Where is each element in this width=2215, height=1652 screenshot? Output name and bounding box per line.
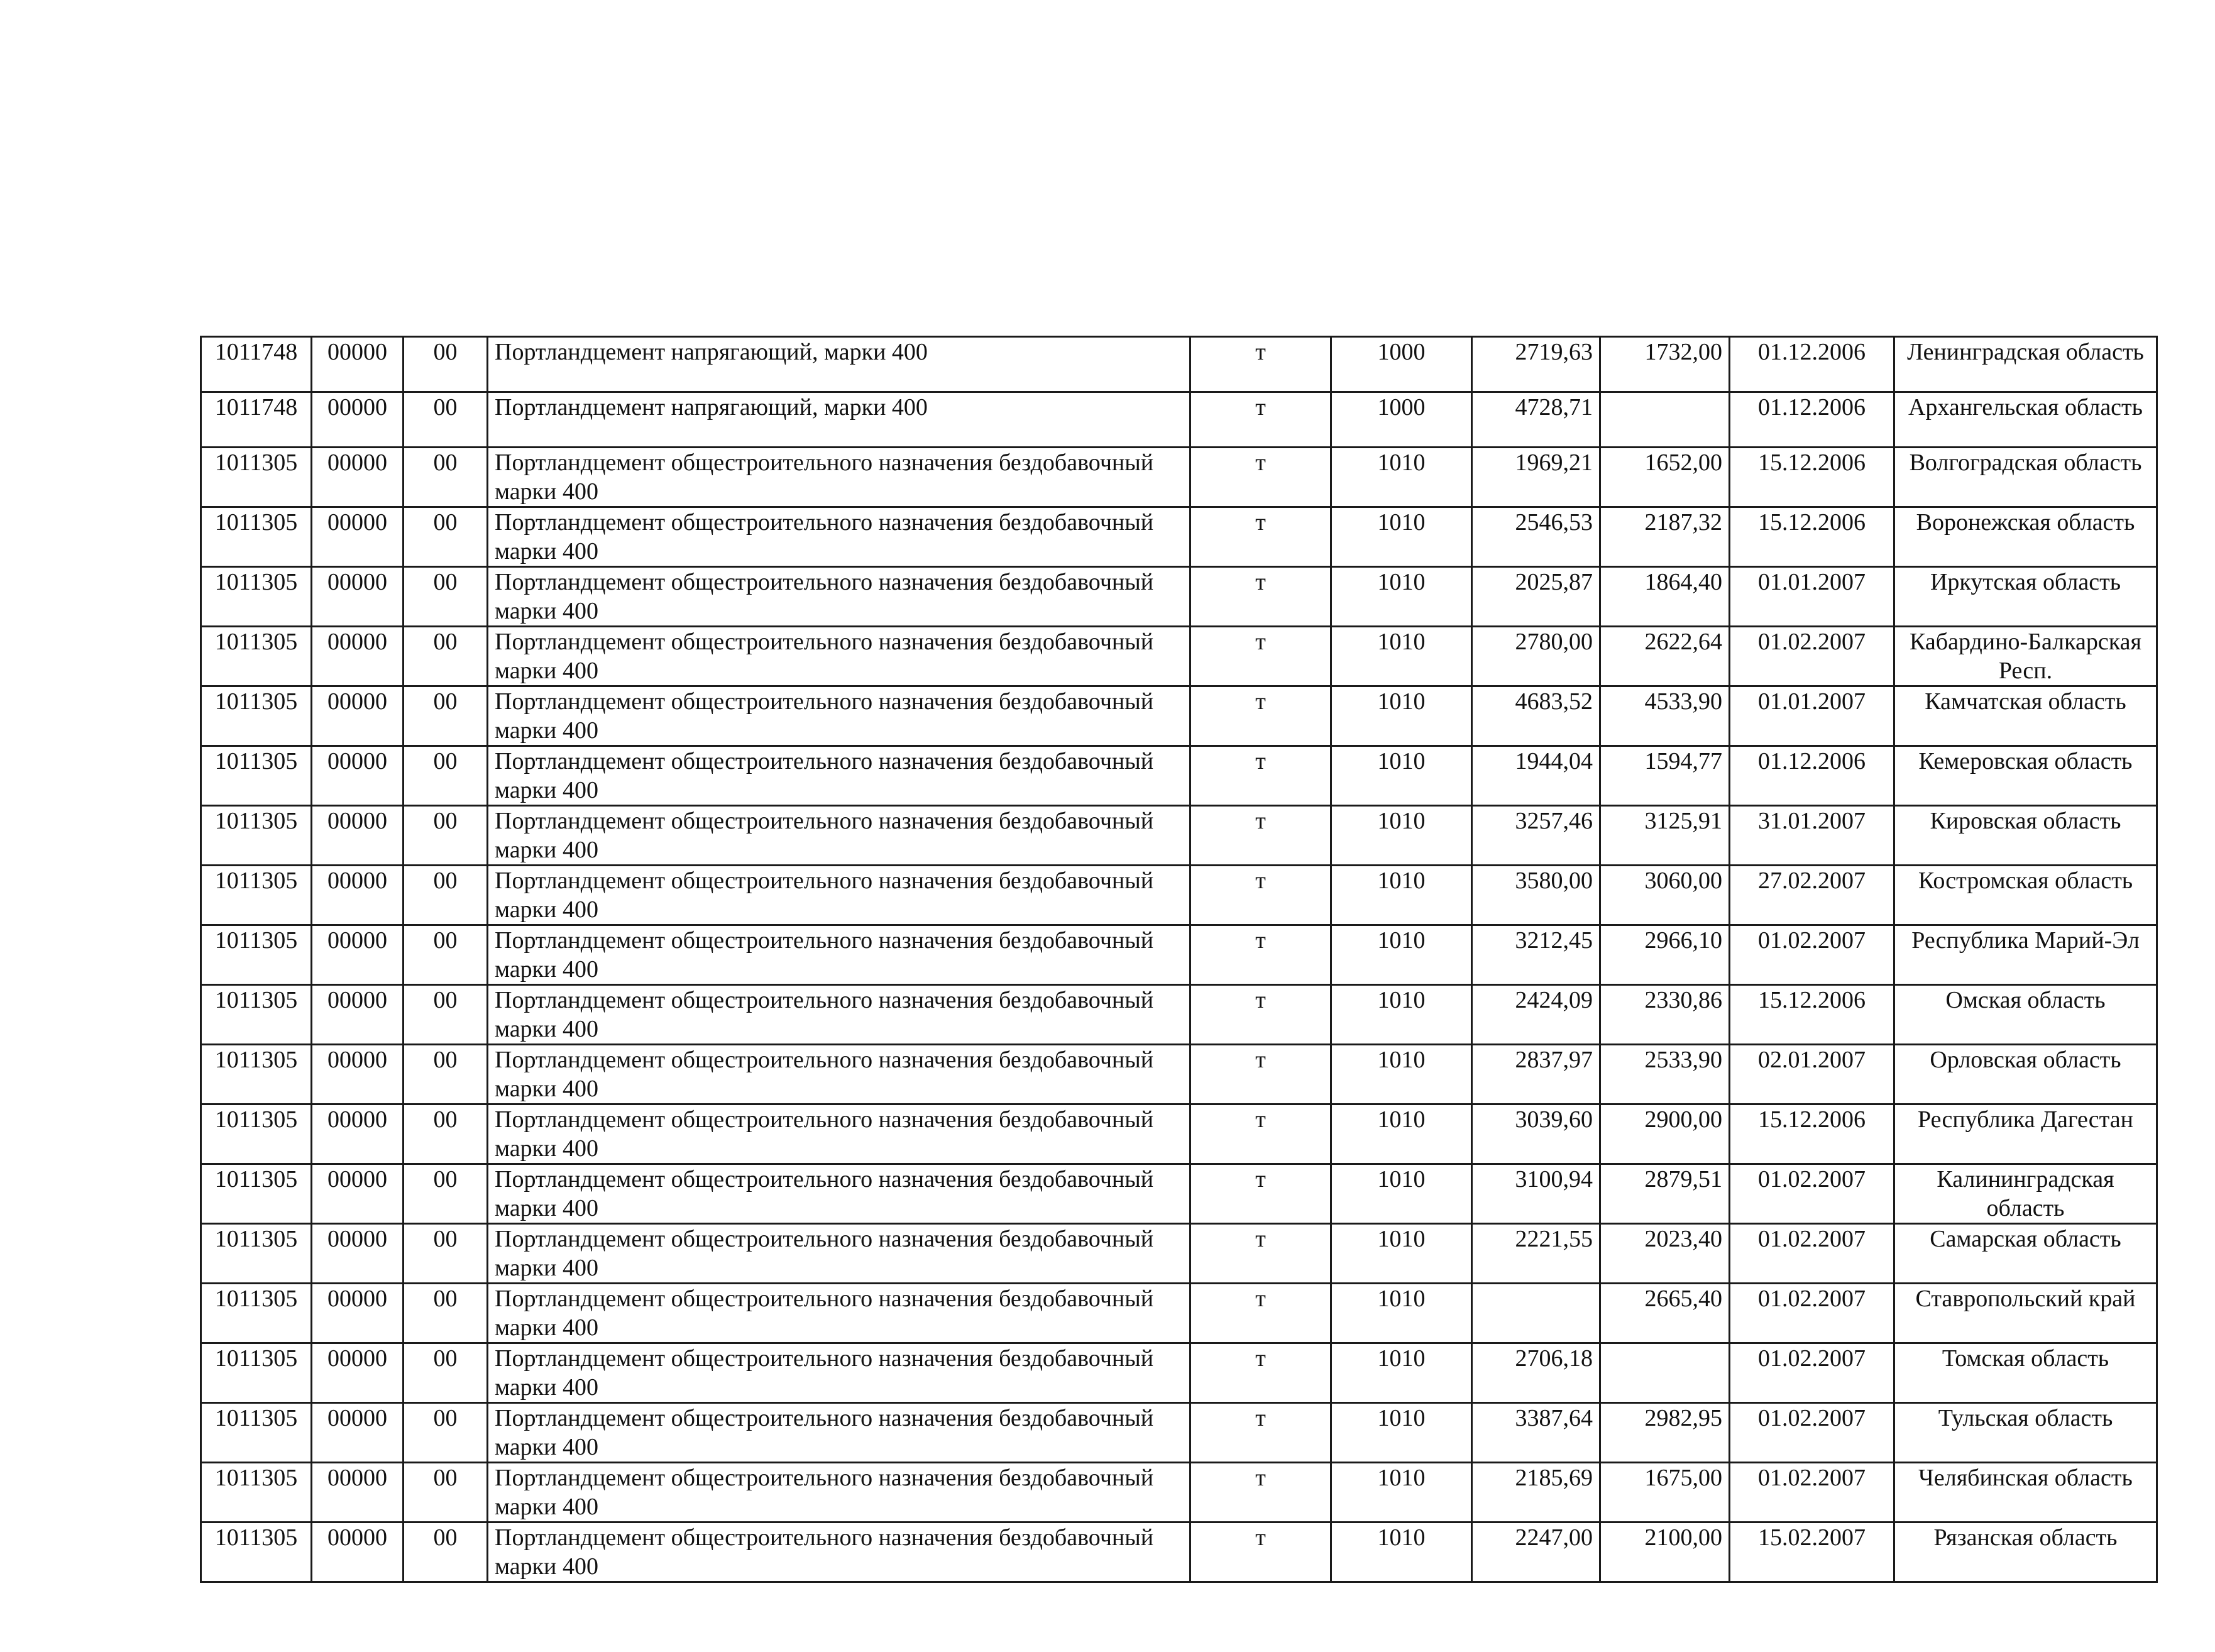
price-2-cell: 2023,40 — [1600, 1224, 1730, 1284]
region-cell: Камчатская область — [1894, 686, 2157, 746]
subcode-cell: 00000 — [312, 985, 404, 1045]
price-1-cell: 2025,87 — [1472, 567, 1600, 627]
suffix-cell: 00 — [404, 1224, 488, 1284]
price-1-cell: 2706,18 — [1472, 1343, 1600, 1403]
price-1-cell: 4683,52 — [1472, 686, 1600, 746]
product-code-cell: 1011305 — [201, 1224, 312, 1284]
date-cell: 15.12.2006 — [1730, 507, 1894, 567]
date-cell: 01.02.2007 — [1730, 925, 1894, 985]
price-1-cell: 2837,97 — [1472, 1045, 1600, 1104]
table-row — [201, 1284, 2157, 1343]
subcode-cell: 00000 — [312, 1104, 404, 1164]
region-cell: Республика Дагестан — [1894, 1104, 2157, 1164]
product-name-cell: Портландцемент общестроительного назначения бездобавочный марки 400 — [488, 448, 1190, 507]
subcode-cell: 00000 — [312, 686, 404, 746]
unit-code-cell: 1010 — [1331, 1343, 1472, 1403]
unit-cell: т — [1190, 866, 1331, 925]
subcode-cell: 00000 — [312, 1523, 404, 1582]
product-code-cell: 1011305 — [201, 806, 312, 866]
product-code-cell: 1011305 — [201, 866, 312, 925]
region-cell: Архангельская область — [1894, 392, 2157, 448]
unit-cell: т — [1190, 686, 1331, 746]
date-cell: 01.02.2007 — [1730, 1284, 1894, 1343]
date-cell: 15.02.2007 — [1730, 1523, 1894, 1582]
product-name-cell: Портландцемент общестроительного назначения бездобавочный марки 400 — [488, 567, 1190, 627]
region-cell: Рязанская область — [1894, 1523, 2157, 1582]
product-name-cell: Портландцемент общестроительного назначения бездобавочный марки 400 — [488, 507, 1190, 567]
suffix-cell: 00 — [404, 507, 488, 567]
unit-code-cell: 1010 — [1331, 925, 1472, 985]
product-name-cell: Портландцемент общестроительного назначения бездобавочный марки 400 — [488, 1045, 1190, 1104]
unit-code-cell: 1010 — [1331, 985, 1472, 1045]
price-2-cell: 3125,91 — [1600, 806, 1730, 866]
product-code-cell: 1011305 — [201, 746, 312, 806]
product-code-cell: 1011305 — [201, 1403, 312, 1463]
product-name-cell: Портландцемент общестроительного назначения бездобавочный марки 400 — [488, 686, 1190, 746]
date-cell: 27.02.2007 — [1730, 866, 1894, 925]
date-cell: 15.12.2006 — [1730, 985, 1894, 1045]
price-1-cell: 2780,00 — [1472, 627, 1600, 686]
date-cell: 01.01.2007 — [1730, 686, 1894, 746]
product-name-cell: Портландцемент общестроительного назначения бездобавочный марки 400 — [488, 1284, 1190, 1343]
subcode-cell: 00000 — [312, 1284, 404, 1343]
unit-code-cell: 1010 — [1331, 627, 1472, 686]
price-1-cell: 2247,00 — [1472, 1523, 1600, 1582]
table-row — [201, 746, 2157, 806]
region-cell: Орловская область — [1894, 1045, 2157, 1104]
region-cell: Кемеровская область — [1894, 746, 2157, 806]
date-cell: 01.02.2007 — [1730, 1403, 1894, 1463]
unit-cell: т — [1190, 627, 1331, 686]
date-cell: 01.12.2006 — [1730, 746, 1894, 806]
unit-cell: т — [1190, 1164, 1331, 1224]
unit-cell: т — [1190, 392, 1331, 448]
date-cell: 01.02.2007 — [1730, 627, 1894, 686]
suffix-cell: 00 — [404, 925, 488, 985]
suffix-cell: 00 — [404, 1104, 488, 1164]
region-cell: Кировская область — [1894, 806, 2157, 866]
suffix-cell: 00 — [404, 746, 488, 806]
product-code-cell: 1011305 — [201, 567, 312, 627]
unit-cell: т — [1190, 925, 1331, 985]
price-1-cell: 2424,09 — [1472, 985, 1600, 1045]
product-name-cell: Портландцемент общестроительного назначения бездобавочный марки 400 — [488, 1104, 1190, 1164]
region-cell: Кабардино-Балкарская Респ. — [1894, 627, 2157, 686]
unit-cell: т — [1190, 985, 1331, 1045]
product-code-cell: 1011305 — [201, 448, 312, 507]
region-cell: Костромская область — [1894, 866, 2157, 925]
subcode-cell: 00000 — [312, 1463, 404, 1523]
table-row — [201, 686, 2157, 746]
price-1-cell: 3580,00 — [1472, 866, 1600, 925]
price-1-cell: 4728,71 — [1472, 392, 1600, 448]
price-2-cell: 1652,00 — [1600, 448, 1730, 507]
date-cell: 01.02.2007 — [1730, 1164, 1894, 1224]
price-1-cell: 1944,04 — [1472, 746, 1600, 806]
price-2-cell: 2900,00 — [1600, 1104, 1730, 1164]
price-2-cell — [1600, 392, 1730, 448]
table-row — [201, 925, 2157, 985]
subcode-cell: 00000 — [312, 507, 404, 567]
price-1-cell: 3039,60 — [1472, 1104, 1600, 1164]
price-2-cell: 1864,40 — [1600, 567, 1730, 627]
product-name-cell: Портландцемент общестроительного назначения бездобавочный марки 400 — [488, 1463, 1190, 1523]
suffix-cell: 00 — [404, 627, 488, 686]
table-row — [201, 1104, 2157, 1164]
region-cell: Томская область — [1894, 1343, 2157, 1403]
table-row — [201, 866, 2157, 925]
unit-cell: т — [1190, 1523, 1331, 1582]
region-cell: Самарская область — [1894, 1224, 2157, 1284]
product-name-cell: Портландцемент общестроительного назначения бездобавочный марки 400 — [488, 806, 1190, 866]
region-cell: Иркутская область — [1894, 567, 2157, 627]
unit-cell: т — [1190, 806, 1331, 866]
suffix-cell: 00 — [404, 686, 488, 746]
table-row — [201, 337, 2157, 392]
region-cell: Республика Марий-Эл — [1894, 925, 2157, 985]
unit-code-cell: 1010 — [1331, 1045, 1472, 1104]
unit-code-cell: 1010 — [1331, 448, 1472, 507]
table-row — [201, 507, 2157, 567]
date-cell: 01.12.2006 — [1730, 392, 1894, 448]
table-row — [201, 448, 2157, 507]
product-code-cell: 1011748 — [201, 337, 312, 392]
table-row — [201, 985, 2157, 1045]
price-1-cell: 3100,94 — [1472, 1164, 1600, 1224]
price-2-cell: 2982,95 — [1600, 1403, 1730, 1463]
product-code-cell: 1011305 — [201, 627, 312, 686]
product-code-cell: 1011305 — [201, 1463, 312, 1523]
unit-code-cell: 1000 — [1331, 337, 1472, 392]
product-code-cell: 1011305 — [201, 1164, 312, 1224]
table-row — [201, 1463, 2157, 1523]
product-name-cell: Портландцемент общестроительного назначения бездобавочный марки 400 — [488, 1164, 1190, 1224]
price-2-cell: 2665,40 — [1600, 1284, 1730, 1343]
unit-code-cell: 1010 — [1331, 806, 1472, 866]
unit-code-cell: 1010 — [1331, 1164, 1472, 1224]
suffix-cell: 00 — [404, 985, 488, 1045]
date-cell: 02.01.2007 — [1730, 1045, 1894, 1104]
suffix-cell: 00 — [404, 1284, 488, 1343]
price-1-cell: 1969,21 — [1472, 448, 1600, 507]
unit-cell: т — [1190, 746, 1331, 806]
unit-code-cell: 1010 — [1331, 866, 1472, 925]
region-cell: Ленинградская область — [1894, 337, 2157, 392]
table-row — [201, 1523, 2157, 1582]
table-body — [201, 337, 2157, 1582]
product-code-cell: 1011305 — [201, 507, 312, 567]
product-name-cell: Портландцемент общестроительного назначения бездобавочный марки 400 — [488, 1343, 1190, 1403]
subcode-cell: 00000 — [312, 337, 404, 392]
product-code-cell: 1011305 — [201, 686, 312, 746]
unit-code-cell: 1010 — [1331, 1403, 1472, 1463]
suffix-cell: 00 — [404, 567, 488, 627]
product-code-cell: 1011305 — [201, 1523, 312, 1582]
table-row — [201, 1224, 2157, 1284]
subcode-cell: 00000 — [312, 1164, 404, 1224]
subcode-cell: 00000 — [312, 1224, 404, 1284]
table-row — [201, 806, 2157, 866]
price-2-cell: 1594,77 — [1600, 746, 1730, 806]
subcode-cell: 00000 — [312, 866, 404, 925]
unit-code-cell: 1010 — [1331, 1104, 1472, 1164]
price-2-cell: 2330,86 — [1600, 985, 1730, 1045]
unit-cell: т — [1190, 1343, 1331, 1403]
product-name-cell: Портландцемент общестроительного назначения бездобавочный марки 400 — [488, 1224, 1190, 1284]
suffix-cell: 00 — [404, 1343, 488, 1403]
price-2-cell: 2879,51 — [1600, 1164, 1730, 1224]
subcode-cell: 00000 — [312, 1403, 404, 1463]
price-2-cell: 2622,64 — [1600, 627, 1730, 686]
price-1-cell — [1472, 1284, 1600, 1343]
suffix-cell: 00 — [404, 1523, 488, 1582]
price-2-cell: 4533,90 — [1600, 686, 1730, 746]
suffix-cell: 00 — [404, 392, 488, 448]
price-1-cell: 3212,45 — [1472, 925, 1600, 985]
date-cell: 15.12.2006 — [1730, 448, 1894, 507]
suffix-cell: 00 — [404, 806, 488, 866]
product-code-cell: 1011305 — [201, 1343, 312, 1403]
suffix-cell: 00 — [404, 866, 488, 925]
unit-cell: т — [1190, 448, 1331, 507]
unit-cell: т — [1190, 1104, 1331, 1164]
unit-code-cell: 1010 — [1331, 686, 1472, 746]
product-name-cell: Портландцемент общестроительного назначения бездобавочный марки 400 — [488, 627, 1190, 686]
region-cell: Омская область — [1894, 985, 2157, 1045]
region-cell: Челябинская область — [1894, 1463, 2157, 1523]
price-2-cell: 3060,00 — [1600, 866, 1730, 925]
unit-code-cell: 1010 — [1331, 1224, 1472, 1284]
suffix-cell: 00 — [404, 448, 488, 507]
unit-cell: т — [1190, 567, 1331, 627]
date-cell: 31.01.2007 — [1730, 806, 1894, 866]
price-1-cell: 2221,55 — [1472, 1224, 1600, 1284]
date-cell: 15.12.2006 — [1730, 1104, 1894, 1164]
unit-cell: т — [1190, 1284, 1331, 1343]
product-name-cell: Портландцемент общестроительного назначения бездобавочный марки 400 — [488, 1523, 1190, 1582]
date-cell: 01.01.2007 — [1730, 567, 1894, 627]
region-cell: Тульская область — [1894, 1403, 2157, 1463]
product-name-cell: Портландцемент общестроительного назначения бездобавочный марки 400 — [488, 1403, 1190, 1463]
subcode-cell: 00000 — [312, 627, 404, 686]
subcode-cell: 00000 — [312, 925, 404, 985]
subcode-cell: 00000 — [312, 567, 404, 627]
unit-cell: т — [1190, 1403, 1331, 1463]
date-cell: 01.02.2007 — [1730, 1463, 1894, 1523]
product-name-cell: Портландцемент общестроительного назначения бездобавочный марки 400 — [488, 925, 1190, 985]
table-row — [201, 392, 2157, 448]
product-code-cell: 1011748 — [201, 392, 312, 448]
product-code-cell: 1011305 — [201, 1045, 312, 1104]
price-2-cell: 1675,00 — [1600, 1463, 1730, 1523]
table-row — [201, 1403, 2157, 1463]
unit-code-cell: 1010 — [1331, 1523, 1472, 1582]
price-1-cell: 3387,64 — [1472, 1403, 1600, 1463]
table-row — [201, 567, 2157, 627]
table-row — [201, 627, 2157, 686]
unit-code-cell: 1010 — [1331, 567, 1472, 627]
unit-cell: т — [1190, 1224, 1331, 1284]
price-table — [200, 336, 2158, 1583]
unit-cell: т — [1190, 337, 1331, 392]
date-cell: 01.02.2007 — [1730, 1343, 1894, 1403]
region-cell: Калининградская область — [1894, 1164, 2157, 1224]
unit-code-cell: 1010 — [1331, 746, 1472, 806]
subcode-cell: 00000 — [312, 746, 404, 806]
price-1-cell: 2185,69 — [1472, 1463, 1600, 1523]
product-name-cell: Портландцемент напрягающий, марки 400 — [488, 392, 1190, 448]
price-2-cell: 2100,00 — [1600, 1523, 1730, 1582]
region-cell: Ставропольский край — [1894, 1284, 2157, 1343]
table-row — [201, 1164, 2157, 1224]
price-2-cell: 1732,00 — [1600, 337, 1730, 392]
suffix-cell: 00 — [404, 337, 488, 392]
unit-code-cell: 1010 — [1331, 507, 1472, 567]
date-cell: 01.02.2007 — [1730, 1224, 1894, 1284]
suffix-cell: 00 — [404, 1045, 488, 1104]
table-row — [201, 1045, 2157, 1104]
subcode-cell: 00000 — [312, 1045, 404, 1104]
product-name-cell: Портландцемент общестроительного назначения бездобавочный марки 400 — [488, 985, 1190, 1045]
subcode-cell: 00000 — [312, 448, 404, 507]
product-code-cell: 1011305 — [201, 1284, 312, 1343]
suffix-cell: 00 — [404, 1463, 488, 1523]
unit-cell: т — [1190, 1463, 1331, 1523]
price-2-cell: 2966,10 — [1600, 925, 1730, 985]
product-code-cell: 1011305 — [201, 1104, 312, 1164]
product-code-cell: 1011305 — [201, 985, 312, 1045]
product-name-cell: Портландцемент общестроительного назначения бездобавочный марки 400 — [488, 866, 1190, 925]
price-1-cell: 3257,46 — [1472, 806, 1600, 866]
region-cell: Волгоградская область — [1894, 448, 2157, 507]
product-name-cell: Портландцемент общестроительного назначения бездобавочный марки 400 — [488, 746, 1190, 806]
table-row — [201, 1343, 2157, 1403]
subcode-cell: 00000 — [312, 392, 404, 448]
suffix-cell: 00 — [404, 1403, 488, 1463]
product-name-cell: Портландцемент напрягающий, марки 400 — [488, 337, 1190, 392]
unit-code-cell: 1010 — [1331, 1463, 1472, 1523]
product-code-cell: 1011305 — [201, 925, 312, 985]
subcode-cell: 00000 — [312, 806, 404, 866]
price-1-cell: 2719,63 — [1472, 337, 1600, 392]
region-cell: Воронежская область — [1894, 507, 2157, 567]
subcode-cell: 00000 — [312, 1343, 404, 1403]
price-2-cell — [1600, 1343, 1730, 1403]
unit-code-cell: 1010 — [1331, 1284, 1472, 1343]
price-1-cell: 2546,53 — [1472, 507, 1600, 567]
date-cell: 01.12.2006 — [1730, 337, 1894, 392]
unit-code-cell: 1000 — [1331, 392, 1472, 448]
suffix-cell: 00 — [404, 1164, 488, 1224]
price-2-cell: 2533,90 — [1600, 1045, 1730, 1104]
unit-cell: т — [1190, 507, 1331, 567]
unit-cell: т — [1190, 1045, 1331, 1104]
price-2-cell: 2187,32 — [1600, 507, 1730, 567]
